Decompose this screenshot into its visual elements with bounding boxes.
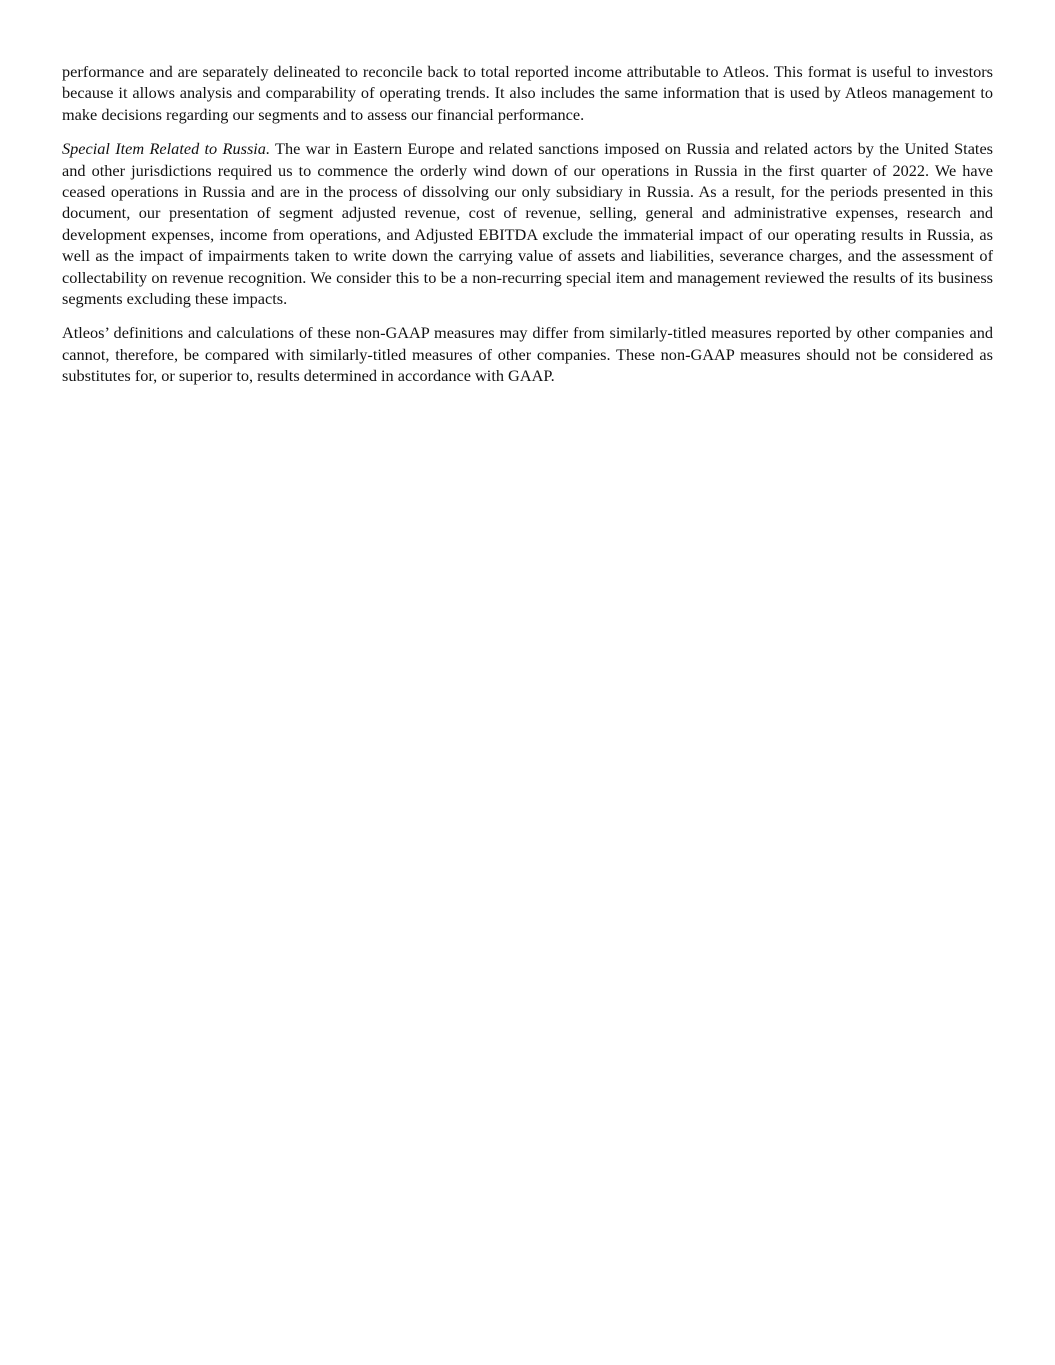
paragraph-text: performance and are separately delineated to reconcile back to total reported income attributable to Atleos. This format is useful to investors because it allows analysis and comparability of operating trends. It also includes the same information that is used by Atleos management to make decisions regarding our segments and to assess our financial performance. xyxy=(62,62,993,124)
paragraph-lead: Special Item Related to Russia. xyxy=(62,139,271,159)
paragraph-text: Atleos’ definitions and calculations of these non-GAAP measures may differ from similarly-titled measures reported by other companies and cannot, therefore, be compared with similarly-titled measures of other companies. These non-GAAP measures should not be considered as substitutes for, or superior to, results determined in accordance with GAAP. xyxy=(62,323,993,386)
document-page xyxy=(62,61,993,400)
paragraph-segment-performance xyxy=(62,61,993,125)
paragraph-russia-special-item xyxy=(62,138,993,309)
paragraph-text: The war in Eastern Europe and related sanctions imposed on Russia and related actors by the United States and other jurisdictions required us to commence the orderly wind down of our operations in Russia in the first quarter of 2022. We have ceased operations in Russia and are in the process of dissolving our only subsidiary in Russia. As a result, for the periods presented in this document, our presentation of segment adjusted revenue, cost of revenue, selling, general and administrative expenses, research and development expenses, income from operations, and Adjusted EBITDA exclude the immaterial impact of our operating results in Russia, as well as the impact of impairments taken to write down the carrying value of assets and liabilities, severance charges, and the assessment of collectability on revenue recognition. We consider this to be a non-recurring special item and management reviewed the results of its business segments excluding these impacts. xyxy=(62,139,994,309)
paragraph-non-gaap-disclaimer xyxy=(62,322,993,386)
